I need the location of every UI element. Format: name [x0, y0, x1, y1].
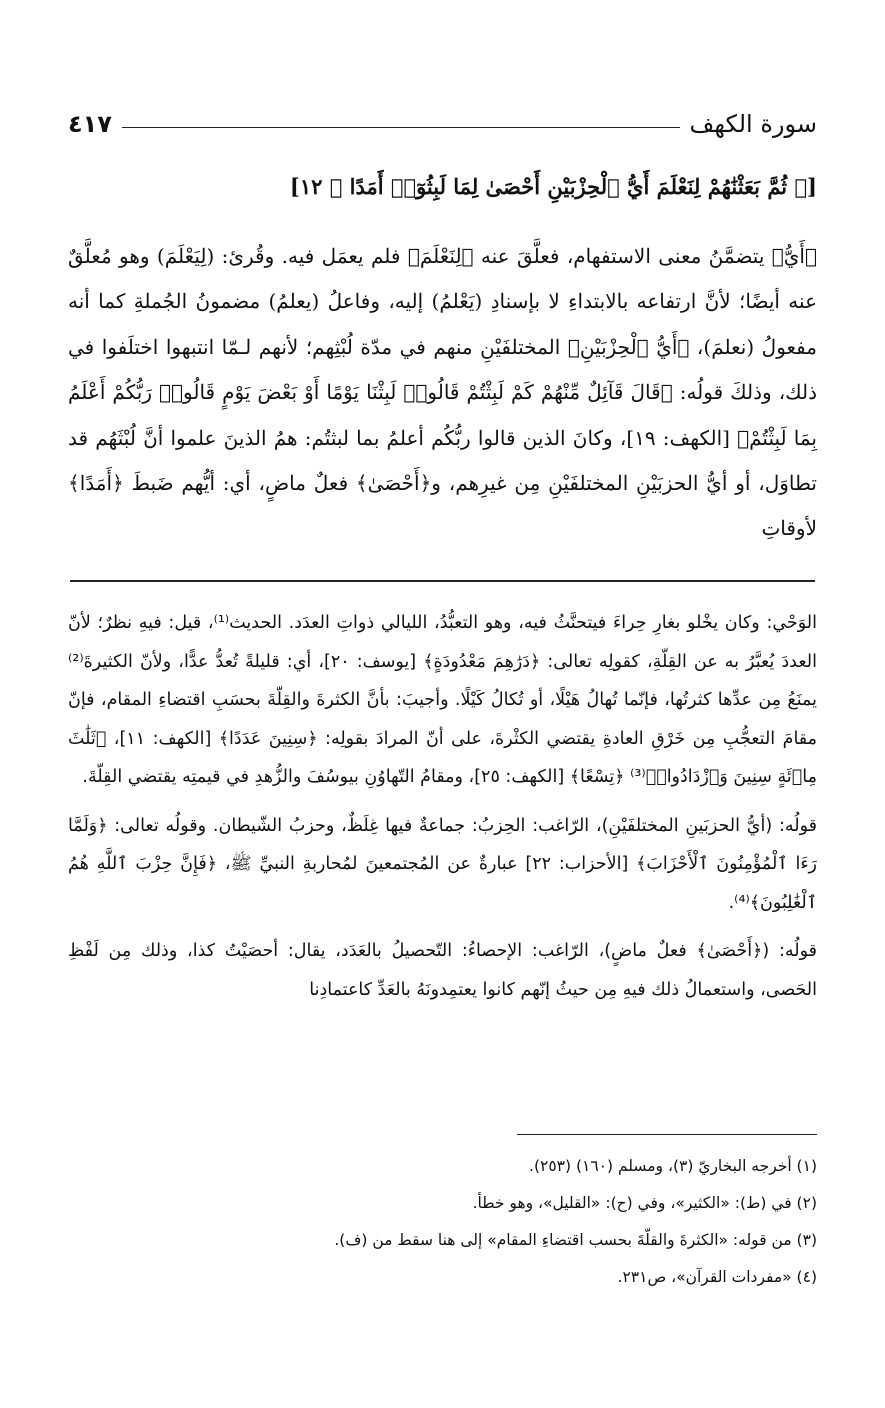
- commentary-paragraph-3: قولُه: (﴿أَحْصَىٰ﴾ فعلٌ ماضٍ)، الرّاغب: الإحصاءُ: التّحصيلُ بالعَدَد، يقال: أحصَيْتُ كذا، وذلك مِن لَفْظِ الحَصى، واستعمالُ ذلك فيهِ مِن حيثُ إنّهم كانوا يعتمِدونَهُ بالعَدِّ كاعتمادِنا: [68, 941, 817, 1000]
- section-divider: [70, 580, 815, 582]
- main-paragraph: ﴿أَيُّ﴾ يتضمَّنُ معنى الاستفهام، فعلَّقَ عنه ﴿لِنَعْلَمَ﴾ فلم يعمَل فيه. وقُرئ: (لِيَعْلَمَ) وهو مُعلَّقٌ عنه أيضًا؛ لأنَّ ارتفاعه بالابتداءِ لا بإسنادِ (يَعْلمُ) إليه، وفاعلُ (يعلمُ) مضمونُ الجُملةِ كما أنه مفعولُ (نعلمَ)، ﴿أَيُّ ٱلْحِزْبَيْنِ﴾ المختلفَيْنِ منهم في مدّة لُبْثِهم؛ لأنهم لـمّا انتبهوا اختلَفوا في ذلك، وذلكَ قولُه: ﴿قَالَ قَآئِلٌ مِّنْهُمْ كَمْ لَبِثْتُمْ قَالُوا۟ لَبِثْنَا يَوْمًا أَوْ بَعْضَ يَوْمٍ قَالُوا۟ رَبُّكُمْ أَعْلَمُ بِمَا لَبِثْتُمْ﴾ [الكهف: ١٩]، وكانَ الذين قالوا ربُّكُم أعلمُ بما لبثتُم: همُ الذينَ علموا أنَّ لُبْثَهُم قد تطاوَل، أو أيُّ الحزبَيْنِ المختلفَيْنِ مِن غيرِهم، و﴿أَحْصَىٰ﴾ فعلٌ ماضٍ، أي: أيُّهم ضَبطَ ﴿أَمَدًا﴾ لأوقاتِ: [68, 244, 818, 541]
- footnote-4: (٤) «مفردات القرآن»، ص٢٣١.: [617, 1268, 817, 1286]
- footnote-1: (١) أخرجه البخاريّ (٣)، ومسلم (١٦٠) (٢٥٣).: [529, 1157, 817, 1175]
- footnote-rule: [517, 1134, 817, 1135]
- surah-title: سورة الكهف: [689, 110, 817, 138]
- footnote-3: (٣) من قوله: «الكثرةَ والقلّةَ بحسب اقتضاءِ المقام» إلى هنا سقط من (ف).: [334, 1231, 817, 1249]
- commentary-paragraph-1: الوَحْي: وكان يخْلو بغارِ حِراءَ فيتحنَّثُ فيه، وهو التعبُّدُ، الليالي ذواتِ العدَد. الحديث⁽¹⁾، قيل: فيهِ نظرٌ؛ لأنّ العددَ يُعبَّرُ به عن القِلّةِ، كقولِه تعالى: ﴿دَرَٰهِمَ مَعْدُودَةٍ﴾ [يوسف: ٢٠]، أي: قليلةً تُعدُّ عدًّا، ولأنّ الكثيرةَ⁽²⁾ يمنَعُ مِن عدِّها كثرتُها، فإنّما تُهالُ هَيْلًا، أو تُكالُ كَيْلًا. وأجيبَ: بأنَّ الكثرةَ والقِلّةَ بحسَبِ اقتضاءِ المقام، فإنّ مقامَ التعجُّبِ مِن خَرْقِ العادةِ يقتضي الكثْرةَ، على أنّ المرادَ بقولِه: ﴿سِنِينَ عَدَدًا﴾ [الكهف: ١١]، ﴿ثَلَٰثَ مِا۟ئَةٍ سِنِينَ وَٱزْدَادُوا۟﴾⁽³⁾ ﴿تِسْعًا﴾ [الكهف: ٢٥]، ومقامُ التّهاوُنِ بيوسُفَ والزُّهدِ في قيمتِه يقتضي القِلّةَ.: [68, 613, 818, 787]
- footnotes: [68, 1148, 817, 1296]
- page-number: ٤١٧: [68, 110, 112, 138]
- commentary-text: [68, 604, 817, 1009]
- commentary-paragraph-2: قولُه: (أيُّ الحزبَينِ المختلفَيْنِ)، الرّاغب: الحِزبُ: جماعةٌ فيها غِلَظٌ، وحزبُ الشّيطان. وقولُه تعالى: ﴿وَلَمَّا رَءَا ٱلْمُؤْمِنُونَ ٱلْأَحْزَابَ﴾ [الأحزاب: ٢٢] عبارةٌ عن المُجتمعينَ لمُحاربةِ النبيِّ ﷺ، ﴿فَإِنَّ حِزْبَ ٱللَّهِ هُمُ ٱلْغَٰلِبُونَ﴾⁽⁴⁾.: [68, 815, 817, 913]
- main-tafsir-text: [68, 234, 817, 552]
- header-rule: [122, 127, 680, 128]
- footnote-2: (٢) في (ط): «الكثير»، وفي (ح): «القليل»، وهو خطأ.: [472, 1194, 817, 1212]
- quran-verse: [﴿ ثُمَّ بَعَثْنَٰهُمْ لِنَعْلَمَ أَيُّ ٱلْحِزْبَيْنِ أَحْصَىٰ لِمَا لَبِثُوٓا۟ أَمَدًا ﴾ ١٢]: [289, 174, 817, 199]
- page-header: [68, 104, 817, 144]
